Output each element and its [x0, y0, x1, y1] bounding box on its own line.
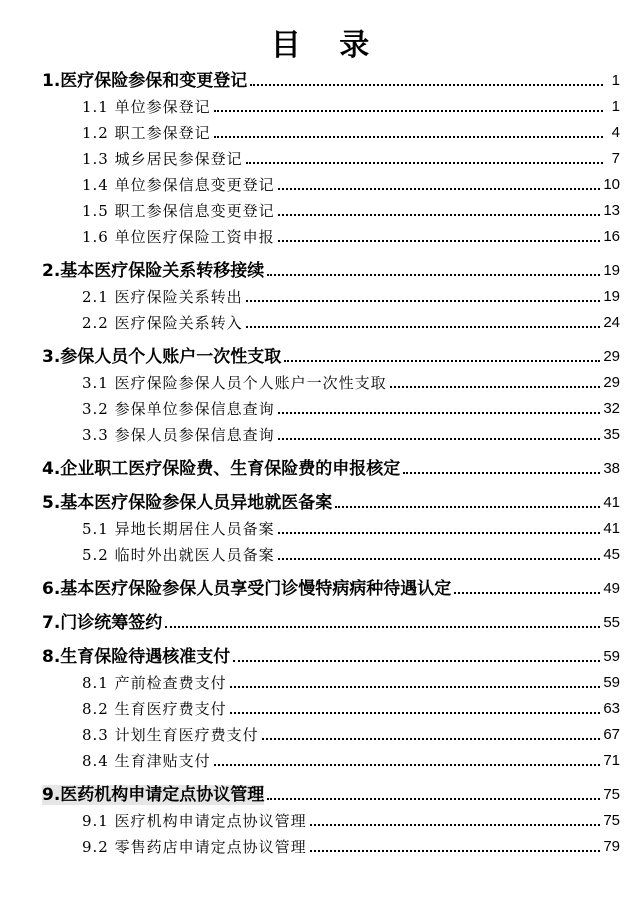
toc-page-number: 29: [603, 348, 620, 365]
toc-dot-leader: [390, 386, 601, 388]
toc-entry-title: 1.6 单位医疗保险工资申报: [82, 228, 275, 246]
toc-section-entry[interactable]: [82, 197, 620, 221]
toc-entry-title: 1.2 职工参保登记: [82, 124, 211, 142]
toc-page-number: 7: [611, 150, 620, 167]
toc-section-entry[interactable]: [82, 669, 620, 693]
toc-page-number: 29: [603, 374, 620, 391]
toc-chapter-entry[interactable]: [42, 643, 620, 667]
toc-section-entry[interactable]: [82, 223, 620, 247]
toc-page-number: 45: [603, 546, 620, 563]
toc-page-number: 49: [603, 580, 620, 597]
toc-page-number: 41: [603, 494, 620, 511]
toc-page-number: 55: [603, 614, 620, 631]
toc-page-number: 4: [611, 124, 620, 141]
toc-page-number: 67: [603, 726, 620, 743]
toc-entry-title: 1.3 城乡居民参保登记: [82, 150, 243, 168]
toc-entry-title: 1.医疗保险参保和变更登记: [42, 71, 248, 91]
toc-dot-leader: [214, 136, 603, 138]
toc-page-number: 35: [603, 426, 620, 443]
toc-entry-title: 8.生育保险待遇核准支付: [42, 647, 231, 667]
toc-dot-leader: [230, 686, 601, 688]
toc-page-number: 79: [603, 838, 620, 855]
toc-page-number: 1: [611, 98, 620, 115]
toc-chapter-entry[interactable]: [42, 781, 620, 805]
toc-chapter-entry[interactable]: [42, 455, 620, 479]
toc-chapter-entry[interactable]: [42, 257, 620, 281]
toc-section-entry[interactable]: [82, 171, 620, 195]
toc-dot-leader: [214, 110, 603, 112]
toc-chapter-entry[interactable]: [42, 609, 620, 633]
toc-dot-leader: [250, 84, 603, 86]
toc-section-entry[interactable]: [82, 283, 620, 307]
toc-entry-title: 7.门诊统筹签约: [42, 613, 163, 633]
toc-section-entry[interactable]: [82, 747, 620, 771]
toc-section-entry[interactable]: [82, 515, 620, 539]
toc-entry-title: 1.1 单位参保登记: [82, 98, 211, 116]
toc-dot-leader: [310, 824, 601, 826]
toc-page-number: 41: [603, 520, 620, 537]
toc-page-number: 1: [611, 72, 620, 89]
toc-dot-leader: [278, 214, 601, 216]
toc-dot-leader: [165, 626, 600, 628]
toc-page-number: 32: [603, 400, 620, 417]
toc-page-number: 19: [603, 288, 620, 305]
toc-page-number: 71: [603, 752, 620, 769]
toc-page-number: 24: [603, 314, 620, 331]
toc-entry-title: 3.2 参保单位参保信息查询: [82, 400, 275, 418]
toc-section-entry[interactable]: [82, 541, 620, 565]
toc-section-entry[interactable]: [82, 119, 620, 143]
toc-dot-leader: [278, 412, 601, 414]
toc-dot-leader: [246, 326, 601, 328]
toc-dot-leader: [278, 240, 601, 242]
toc-entry-title: 8.3 计划生育医疗费支付: [82, 726, 259, 744]
toc-entry-title: 3.1 医疗保险参保人员个人账户一次性支取: [82, 374, 387, 392]
toc-dot-leader: [278, 558, 601, 560]
toc-section-entry[interactable]: [82, 93, 620, 117]
toc-dot-leader: [284, 360, 600, 362]
toc-section-entry[interactable]: [82, 395, 620, 419]
toc-section-entry[interactable]: [82, 695, 620, 719]
toc-dot-leader: [214, 764, 601, 766]
toc-entry-title: 9.2 零售药店申请定点协议管理: [82, 838, 307, 856]
toc-page-number: 38: [603, 460, 620, 477]
toc-page-number: 75: [603, 786, 620, 803]
toc-entry-title: 2.基本医疗保险关系转移接续: [42, 261, 265, 281]
toc-section-entry[interactable]: [82, 369, 620, 393]
toc-page-number: 10: [603, 176, 620, 193]
toc-section-entry[interactable]: [82, 145, 620, 169]
toc-entry-title: 9.医药机构申请定点协议管理: [42, 785, 265, 805]
toc-chapter-entry[interactable]: [42, 575, 620, 599]
toc-entry-title: 8.2 生育医疗费支付: [82, 700, 227, 718]
toc-chapter-entry[interactable]: [42, 343, 620, 367]
toc-dot-leader: [335, 506, 600, 508]
page-title: 目 录: [270, 28, 384, 63]
toc-entry-title: 9.1 医疗机构申请定点协议管理: [82, 812, 307, 830]
toc-entry-title: 6.基本医疗保险参保人员享受门诊慢特病病种待遇认定: [42, 579, 452, 599]
toc-entry-title: 2.1 医疗保险关系转出: [82, 288, 243, 306]
toc-section-entry[interactable]: [82, 309, 620, 333]
toc-dot-leader: [310, 850, 601, 852]
toc-dot-leader: [267, 798, 600, 800]
toc-dot-leader: [246, 162, 603, 164]
toc-page-number: 75: [603, 812, 620, 829]
toc-dot-leader: [454, 592, 600, 594]
toc-entry-title: 3.3 参保人员参保信息查询: [82, 426, 275, 444]
toc-section-entry[interactable]: [82, 833, 620, 857]
toc-page-number: 59: [603, 674, 620, 691]
toc-entry-title: 3.参保人员个人账户一次性支取: [42, 347, 282, 367]
toc-dot-leader: [403, 472, 600, 474]
toc-section-entry[interactable]: [82, 807, 620, 831]
toc-dot-leader: [246, 300, 601, 302]
toc-chapter-entry[interactable]: [42, 67, 620, 91]
toc-chapter-entry[interactable]: [42, 489, 620, 513]
toc-entry-title: 5.2 临时外出就医人员备案: [82, 546, 275, 564]
toc-dot-leader: [278, 438, 601, 440]
toc-entry-title: 5.基本医疗保险参保人员异地就医备案: [42, 493, 333, 513]
toc-section-entry[interactable]: [82, 421, 620, 445]
toc-entry-title: 2.2 医疗保险关系转入: [82, 314, 243, 332]
toc-entry-title: 4.企业职工医疗保险费、生育保险费的申报核定: [42, 459, 401, 479]
toc-entry-title: 8.1 产前检查费支付: [82, 674, 227, 692]
toc-page-number: 19: [603, 262, 620, 279]
toc-entry-title: 1.5 职工参保信息变更登记: [82, 202, 275, 220]
toc-dot-leader: [262, 738, 601, 740]
toc-entry-title: 8.4 生育津贴支付: [82, 752, 211, 770]
toc-page-number: 16: [603, 228, 620, 245]
toc-page-number: 59: [603, 648, 620, 665]
toc-dot-leader: [278, 532, 601, 534]
toc-dot-leader: [278, 188, 601, 190]
toc-dot-leader: [230, 712, 601, 714]
toc-section-entry[interactable]: [82, 721, 620, 745]
toc-dot-leader: [267, 274, 600, 276]
toc-entry-title: 5.1 异地长期居住人员备案: [82, 520, 275, 538]
toc-dot-leader: [233, 660, 600, 662]
toc-page-number: 63: [603, 700, 620, 717]
toc-page-number: 13: [603, 202, 620, 219]
toc-entry-title: 1.4 单位参保信息变更登记: [82, 176, 275, 194]
